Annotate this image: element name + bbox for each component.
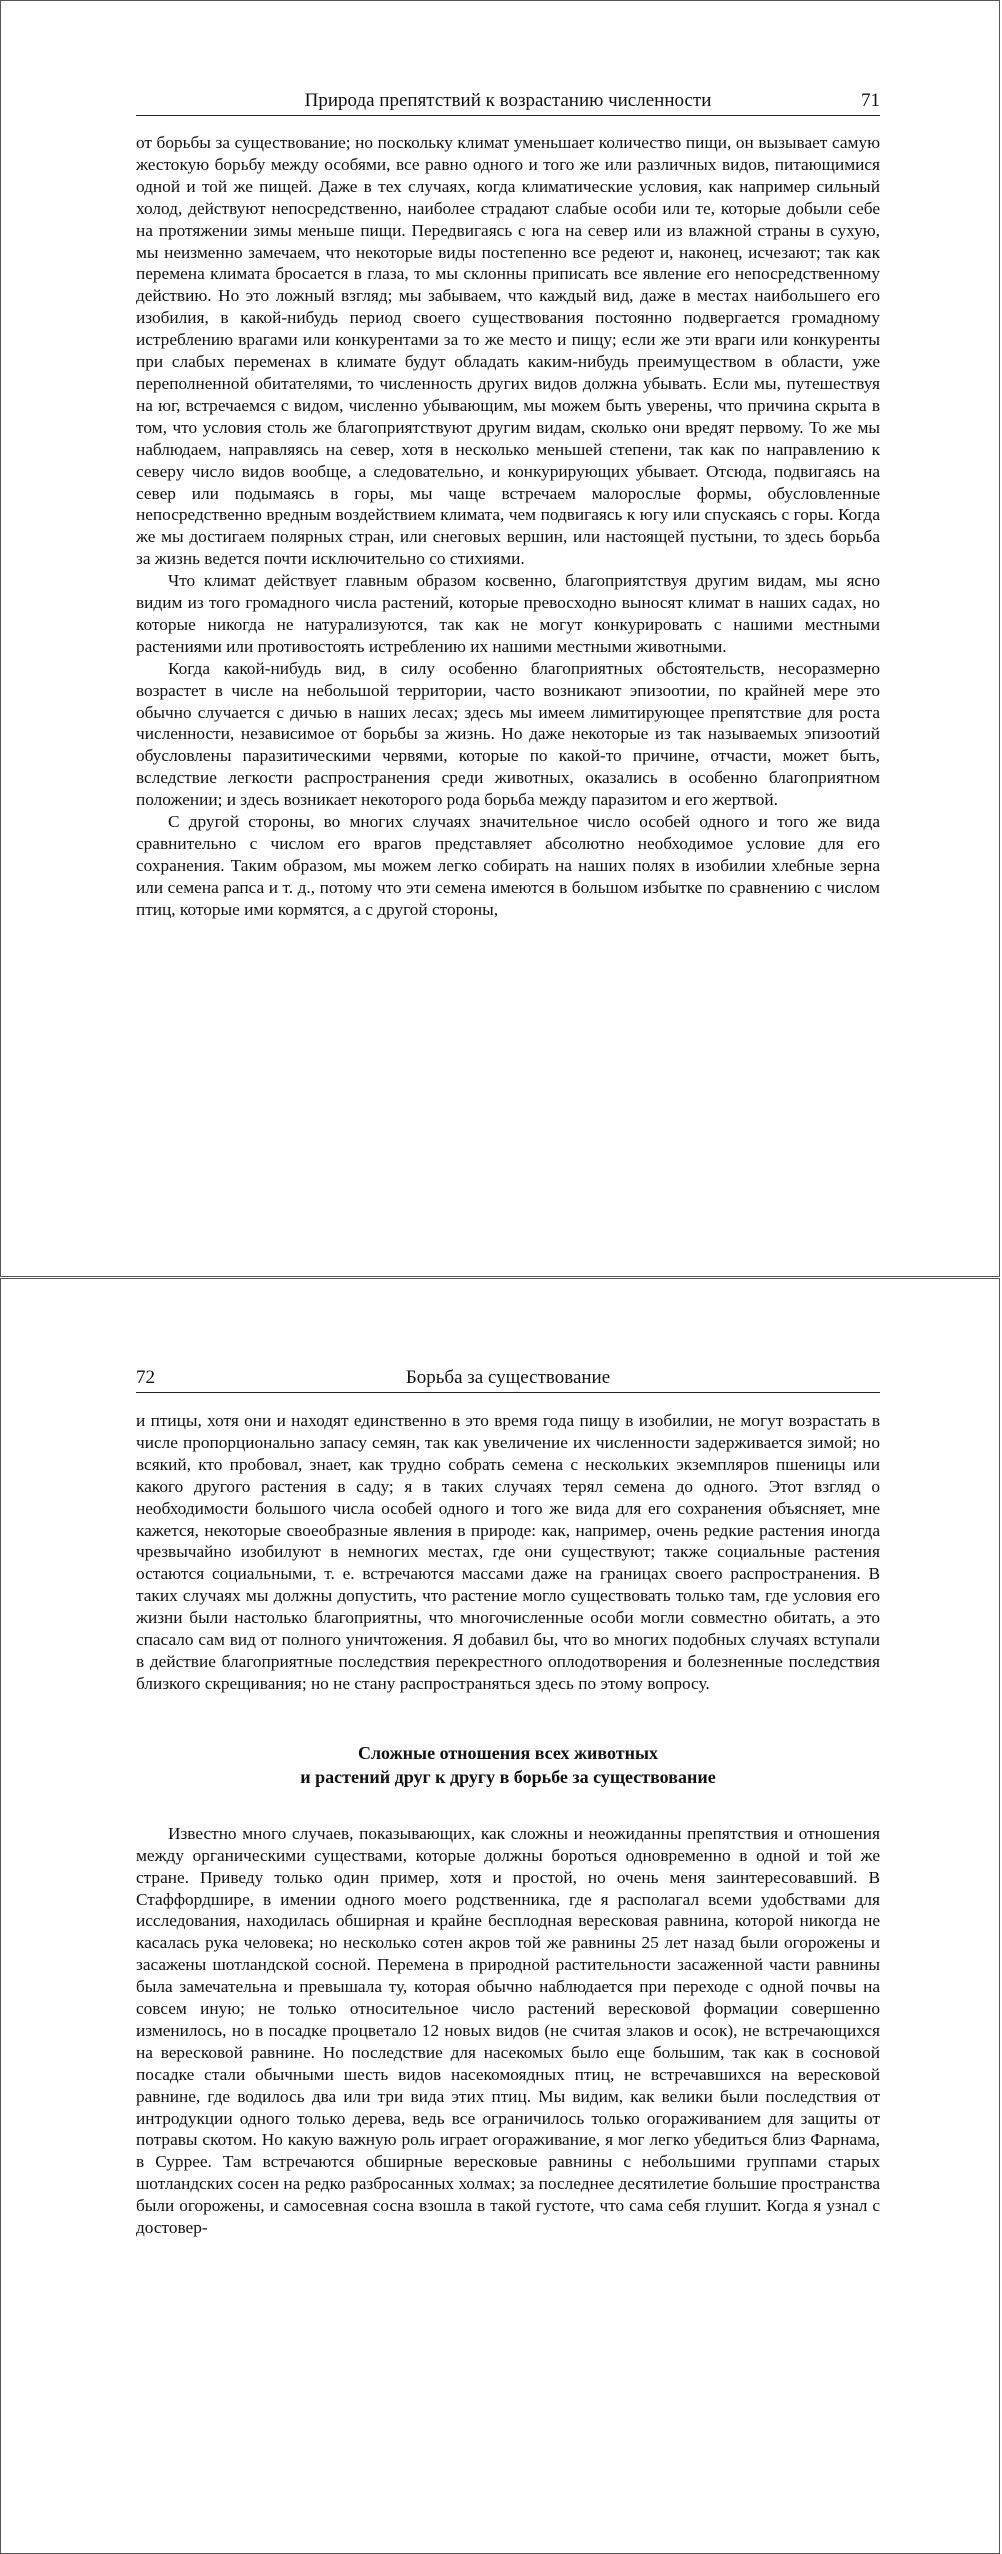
section-title <box>136 1741 880 1789</box>
paragraph: и птицы, хотя они и находят единственно в это время года пищу в изобилии, не могут возрастать в числе пропорционально запасу семян, так как увеличение их численности задерживается зимой; но всякий, кто пробовал, знает, как трудно собрать семена с нескольких экземпляров пшеницы или какого другого растения в саду; я в таких случаях терял семена до одного. Этот взгляд о необходимости большого числа особей одного и того же вида для его сохранения объясняет, мне кажется, некоторые своеобразные явления в природе: как, например, очень редкие растения иногда чрезвычайно изобилуют в немногих местах, где они существуют; также социальные растения остаются социальными, т. е. встречаются массами даже на границах своего распространения. В таких случаях мы должны допустить, что растение могло существовать только там, где условия его жизни были настолько благоприятны, что многочисленные особи могли совместно обитать, а это спасало сам вид от полного уничтожения. Я добавил бы, что во многих подобных случаях вступали в действие благоприятные последствия перекрестного оплодотворения и болезненные последствия близкого скрещивания; но не стану распространяться здесь по этому вопросу. <box>136 1411 880 1693</box>
running-title: Борьба за существование <box>405 1367 611 1388</box>
page-number: 72 <box>136 1367 155 1388</box>
running-header <box>136 87 880 116</box>
paragraph: Известно много случаев, показывающих, как сложны и неожиданны препятствия и отношения между органическими существами, которые должны бороться одновременно в одной и той же стране. Приведу только один пример, хотя и простой, но очень меня заинтересовавший. В Стаффордшире, в имении одного моего родственника, где я располагал всеми удобствами для исследования, находилась обширная и крайне бесплодная вересковая равнина, которой никогда не касалась рука человека; но несколько сотен акров той же равнины 25 лет назад были огорожены и засажены шотландской сосной. Перемена в природной растительности засаженной части равнины была замечательна и превышала ту, которая обычно наблюдается при переходе с одной почвы на совсем иную; не только относительное число растений вересковой формации совершенно изменилось, но в посадке процветало 12 новых видов (не считая злаков и осок), не встречающихся на вересковой равнине. Но последствие для насекомых было еще большим, так как в сосновой посадке стали обычными шесть видов насекомоядных птиц, не встречавшихся на вересковой равнине, где водилось два или три вида этих птиц. Мы видим, как велики были последствия от интродукции одного только дерева, ведь все ограничилось только огораживанием для защиты от потравы скотом. Но какую важную роль играет огораживание, я мог легко убедиться близ Фарнама, в Суррее. Там встречаются обширные вересковые равнины с небольшими группами старых шотландских сосен на редко разбросанных холмах; за последнее десятилетие большие пространства были огорожены, и самосевная сосна взошла в такой густоте, что сама себя глушит. Когда я узнал с достовер- <box>136 1823 880 2238</box>
paragraph: от борьбы за существование; но поскольку климат уменьшает количество пищи, он вызывает самую жестокую борьбу между особями, все равно одного и того же или различных видов, питающимися одной и той же пищей. Даже в тех случаях, когда климатические условия, как например сильный холод, действуют непосредственно, наиболее страдают слабые особи или те, которые добыли себе на протяжении зимы меньше пищи. Передвигаясь с юга на север или из влажной страны в сухую, мы неизменно замечаем, что некоторые виды постепенно все редеют и, наконец, исчезают; так как перемена климата бросается в глаза, то мы склонны приписать все явление его непосредственному действию. Но это ложный взгляд; мы забываем, что каждый вид, даже в местах наибольшего его изобилия, в какой-нибудь период своего существования постоянно подвергается громадному истреблению врагами или конкурентами за то же место и пищу; если же эти враги или конкуренты при слабых переменах в климате будут обладать каким-нибудь преимуществом в области, уже переполненной обитателями, то численность других видов должна убывать. Если мы, путешествуя на юг, встречаемся с видом, численно убывающим, мы можем быть уверены, что причина скрыта в том, что условия столь же благоприятствуют другим видам, сколько они вредят первому. То же мы наблюдаем, направляясь на север, хотя в несколько меньшей степени, так как по направлению к северу число видов вообще, а следовательно, и конкурирующих убывает. Отсюда, подвигаясь на север или подымаясь в горы, мы чаще встречаем малорослые формы, обусловленные непосредственно вредным воздействием климата, чем подвигаясь к югу или спускаясь с горы. Когда же мы достигаем полярных стран, или снеговых вершин, или настоящей пустыни, то здесь борьба за жизнь ведется почти исключительно со стихиями. <box>136 133 880 569</box>
paragraph: Что климат действует главным образом косвенно, благоприятствуя другим видам, мы ясно видим из того громадного числа растений, которые превосходно выносят климат в наших садах, но которые никогда не натурализуются, так как не могут конкурировать с нашими местными растениями или противостоять истреблению их нашими местными животными. <box>136 571 880 656</box>
section-title-line: и растений друг к другу в борьбе за существование <box>300 1766 716 1787</box>
section-title-line: Сложные отношения всех животных <box>357 1742 659 1763</box>
page-71 <box>0 0 1000 1277</box>
running-title: Природа препятствий к возрастанию численности <box>304 90 712 111</box>
page-body <box>136 132 880 921</box>
paragraph: Когда какой-нибудь вид, в силу особенно благоприятных обстоятельств, несоразмерно возрастет в числе на небольшой территории, часто возникают эпизоотии, по крайней мере это обычно случается с дичью в наших лесах; здесь мы имеем лимитирующее препятствие для роста численности, независимое от борьбы за жизнь. Но даже некоторые из так называемых эпизоотий обусловлены паразитическими червями, которые по какой-то причине, отчасти, может быть, вследствие легкости распространения среди животных, оказались в особенно благоприятном положении; и здесь возникает некоторого рода борьба между паразитом и его жертвой. <box>136 658 880 810</box>
paragraph: С другой стороны, во многих случаях значительное число особей одного и того же вида сравнительно с числом его врагов представляет абсолютно необходимое условие для его сохранения. Таким образом, мы можем легко собирать на наших полях в изобилии хлебные зерна или семена рапса и т. д., потому что эти семена имеются в большом избытке по сравнению с числом птиц, которые ими кормятся, а с другой стороны, <box>136 812 880 919</box>
page-number: 71 <box>861 90 880 111</box>
page-72 <box>0 1278 1000 2554</box>
running-header <box>136 1364 880 1393</box>
page-body <box>136 1410 880 2239</box>
